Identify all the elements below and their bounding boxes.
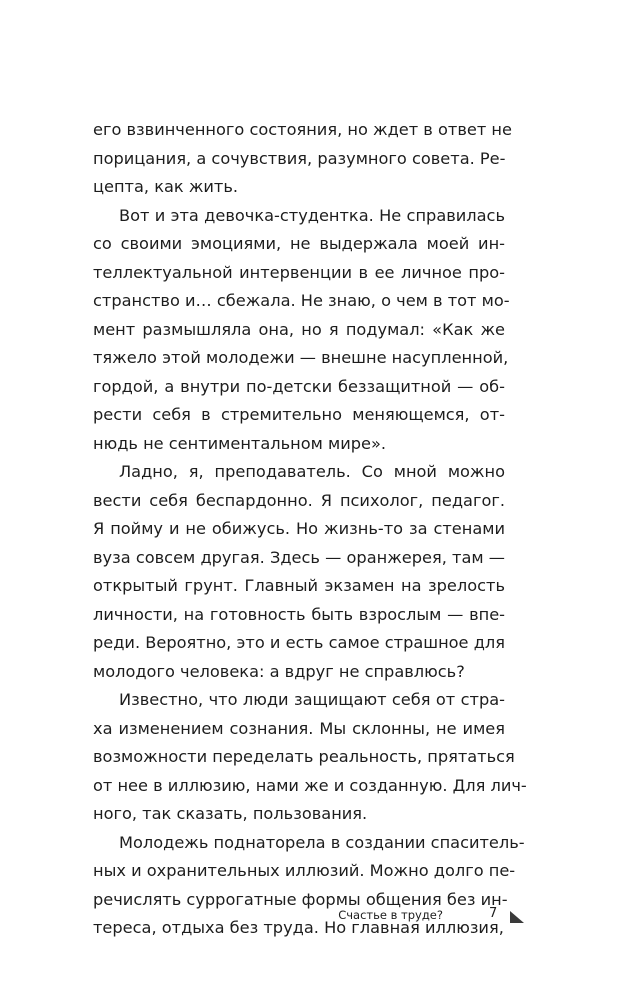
- running-title: Счастье в труде?: [338, 908, 443, 922]
- text-line: Известно, что люди защищают себя от стра-: [119, 690, 505, 709]
- text-line: открытый грунт. Главный экзамен на зрелость: [93, 576, 505, 595]
- page-number: 7: [489, 906, 498, 921]
- text-line: Вот и эта девочка-студентка. Не справилась: [119, 205, 505, 225]
- body-text: [93, 116, 527, 943]
- text-line: теллектуальной интервенции в ее личное про-: [93, 262, 505, 282]
- text-line: Молодежь поднаторела в создании спаситель-: [119, 832, 525, 852]
- text-line: вуза совсем другая. Здесь — оранжерея, там —: [93, 547, 505, 567]
- text-line: цепта, как жить.: [93, 177, 239, 196]
- text-line: речислять суррогатные формы общения без ин-: [93, 889, 508, 909]
- text-line: возможности переделать реальность, прятаться: [93, 747, 515, 766]
- text-line: Я пойму и не обижусь. Но жизнь-то за стенами: [93, 519, 505, 538]
- text-line: со своими эмоциями, не выдержала моей ин-: [93, 234, 505, 253]
- paragraph: [93, 202, 510, 459]
- paragraph: [93, 116, 512, 202]
- page-footer: [0, 905, 619, 929]
- text-line: гордой, а внутри по-детски беззащитной — об-: [93, 376, 505, 396]
- text-line: Ладно, я, преподаватель. Со мной можно: [119, 462, 505, 481]
- text-line: реди. Вероятно, это и есть самое страшное для: [93, 633, 505, 652]
- text-line: вести себя беспардонно. Я психолог, педагог.: [93, 490, 505, 510]
- text-line: нюдь не сентиментальном мире».: [93, 433, 387, 453]
- corner-triangle-icon: [510, 911, 524, 923]
- text-line: мент размышляла она, но я подумал: «Как же: [93, 319, 505, 339]
- text-line: тяжело этой молодежи — внешне насупленной,: [93, 348, 509, 367]
- paragraph: [93, 458, 505, 686]
- text-line: личности, на готовность быть взрослым — впе-: [93, 604, 505, 624]
- text-line: рести себя в стремительно меняющемся, от-: [93, 405, 505, 424]
- text-line: тереса, отдыха без труда. Но главная иллюзия,: [93, 918, 504, 937]
- text-line: от нее в иллюзию, нами же и созданную. Для лич-: [93, 775, 527, 795]
- text-line: ных и охранительных иллюзий. Можно долго пе-: [93, 861, 516, 880]
- text-line: молодого человека: а вдруг не справлюсь?: [93, 661, 465, 681]
- text-line: ха изменением сознания. Мы склонны, не имея: [93, 718, 505, 738]
- paragraph: [93, 686, 527, 829]
- text-line: странство и… сбежала. Не знаю, о чем в тот мо-: [93, 291, 510, 310]
- text-line: его взвинченного состояния, но ждет в ответ не: [93, 120, 512, 139]
- text-line: порицания, а сочувствия, разумного совета. Ре-: [93, 148, 506, 168]
- text-line: ного, так сказать, пользования.: [93, 804, 368, 823]
